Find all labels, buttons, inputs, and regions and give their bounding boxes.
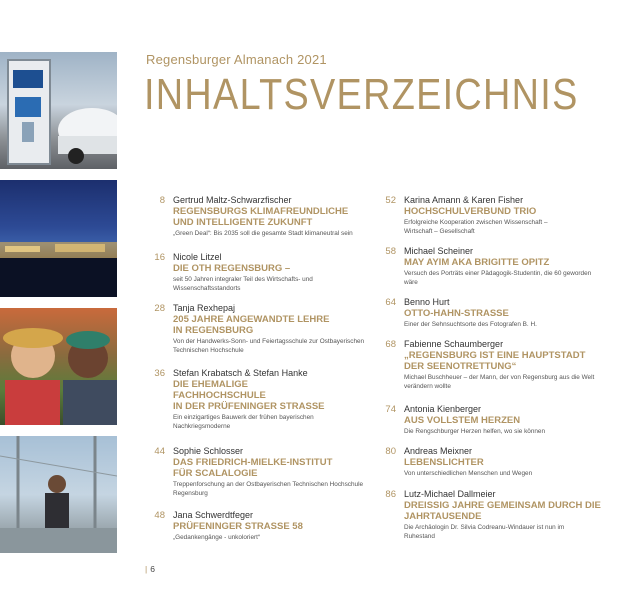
entry-author: Andreas Meixner	[404, 446, 473, 456]
entry-headline: 205 JAHRE ANGEWANDTE LEHRE	[173, 314, 330, 325]
entry-headline: UND INTELLIGENTE ZUKUNFT	[173, 217, 313, 228]
entry-description: Einer der Sehnsuchtsorte des Fotografen B. H.	[404, 321, 537, 328]
entry-author: Nicole Litzel	[173, 252, 222, 262]
entry-headline: DER SEENOTRETTUNG“	[404, 361, 517, 372]
entry-headline: „REGENSBURG IST EINE HAUPTSTADT	[404, 350, 586, 361]
entry-description	[404, 270, 614, 287]
entry-description	[173, 481, 383, 498]
entry-author: Michael Scheiner	[404, 246, 474, 256]
page-number: 74	[385, 404, 396, 415]
entry-headline: DIE EHEMALIGE	[173, 379, 248, 390]
page-number: 48	[154, 510, 165, 521]
description-line: Nachkriegsmoderne	[173, 422, 231, 430]
description-line: Erfolgreiche Kooperation zwischen Wissenschaft –	[404, 219, 548, 226]
harbor-people-photo	[0, 436, 117, 553]
entry-author: Tanja Rexhepaj	[173, 303, 236, 313]
entry-description: Von unterschiedlichen Menschen und Wegen	[404, 470, 533, 477]
page-number: 58	[385, 246, 396, 257]
entry-headline: FÜR SCALALOGIE	[173, 468, 258, 479]
entry-author: Sophie Schlosser	[173, 446, 244, 456]
entry-description	[404, 524, 614, 541]
entry-description: „Green Deal“: Bis 2035 soll die gesamte Stadt klimaneutral sein	[173, 230, 353, 237]
entry-author: Lutz-Michael Dallmeier	[404, 489, 496, 499]
page-number: 44	[154, 446, 165, 457]
entry-headline: DREISSIG JAHRE GEMEINSAM DURCH DIE	[404, 500, 601, 511]
entry-headline: OTTO-HAHN-STRASSE	[404, 308, 509, 319]
entry-headline: DAS FRIEDRICH-MIELKE-INSTITUT	[173, 457, 333, 468]
page-number: 16	[154, 252, 165, 263]
entry-author: Gertrud Maltz-Schwarzfischer	[173, 195, 292, 205]
description-line: Versuch des Porträts einer Pädagogik-Studentin, die 60 geworden	[404, 270, 592, 277]
description-line: Wissenschaftsstandorts	[173, 284, 241, 292]
entry-author: Fabienne Schaumberger	[404, 339, 504, 349]
entry-description	[404, 219, 614, 236]
entry-headline: FACHHOCHSCHULE	[173, 390, 266, 401]
almanac-kicker: Regensburger Almanach 2021	[146, 52, 327, 67]
entry-headline: IN REGENSBURG	[173, 325, 254, 336]
entry-headline: JAHRTAUSENDE	[404, 511, 482, 522]
students-photo	[0, 308, 117, 425]
entry-description	[173, 338, 383, 355]
description-line: verändern wollte	[404, 382, 451, 390]
description-line: Von der Handwerks-Sonn- und Feiertagsschule zur Ostbayerischen	[173, 338, 365, 345]
page-folio	[145, 564, 155, 574]
folio-number: 6	[150, 564, 155, 574]
entry-author: Stefan Krabatsch & Stefan Hanke	[173, 368, 308, 378]
description-line: Treppenforschung an der Ostbayerischen Technischen Hochschule	[173, 481, 364, 488]
description-line: Ein einzigartiges Bauwerk der frühen bayerischen	[173, 414, 314, 421]
night-building-photo	[0, 180, 117, 297]
page-number: 28	[154, 303, 165, 314]
entry-description	[173, 276, 383, 293]
page-number: 80	[385, 446, 396, 457]
entry-description: „Gedankengänge - unkoloriert“	[173, 534, 261, 541]
entry-author: Jana Schwerdtfeger	[173, 510, 254, 520]
entry-description: Die Rengschburger Herzen helfen, wo sie können	[404, 428, 546, 435]
description-line: wäre	[404, 278, 418, 286]
page-number: 52	[385, 195, 396, 206]
page-number: 8	[159, 195, 165, 206]
folio-divider: |	[145, 564, 148, 574]
description-line: Ruhestand	[404, 532, 435, 540]
entry-author: Antonia Kienberger	[404, 404, 482, 414]
entry-description	[173, 414, 383, 431]
description-line: Regensburg	[173, 489, 208, 497]
description-line: Wirtschaft – Gesellschaft	[404, 227, 475, 235]
entry-headline: DIE OTH REGENSBURG –	[173, 263, 291, 274]
charging-station-photo	[0, 52, 117, 169]
description-line: Technischen Hochschule	[173, 346, 244, 354]
entry-headline: LEBENSLICHTER	[404, 457, 484, 468]
page-number: 68	[385, 339, 396, 350]
description-line: Michael Buschheuer – der Mann, der von Regensburg aus die Welt	[404, 374, 595, 381]
entry-headline: MAY AYIM AKA BRIGITTE OPITZ	[404, 257, 550, 268]
description-line: seit 50 Jahren integraler Teil des Wirtschafts- und	[173, 276, 313, 283]
description-line: Die Archäologin Dr. Silvia Codreanu-Windauer ist nun im	[404, 524, 565, 531]
entry-headline: AUS VOLLSTEM HERZEN	[404, 415, 521, 426]
page-title: INHALTSVERZEICHNIS	[144, 70, 579, 119]
entry-headline: HOCHSCHULVERBUND TRIO	[404, 206, 537, 217]
entry-author: Karina Amann & Karen Fisher	[404, 195, 524, 205]
page-number: 36	[154, 368, 165, 379]
entry-headline: IN DER PRÜFENINGER STRASSE	[173, 401, 325, 412]
entry-headline: REGENSBURGS KLIMAFREUNDLICHE	[173, 206, 349, 217]
entry-headline: PRÜFENINGER STRASSE 58	[173, 521, 303, 532]
entry-author: Benno Hurt	[404, 297, 450, 307]
page-number: 64	[385, 297, 396, 308]
page-number: 86	[385, 489, 396, 500]
entry-description	[404, 374, 614, 391]
